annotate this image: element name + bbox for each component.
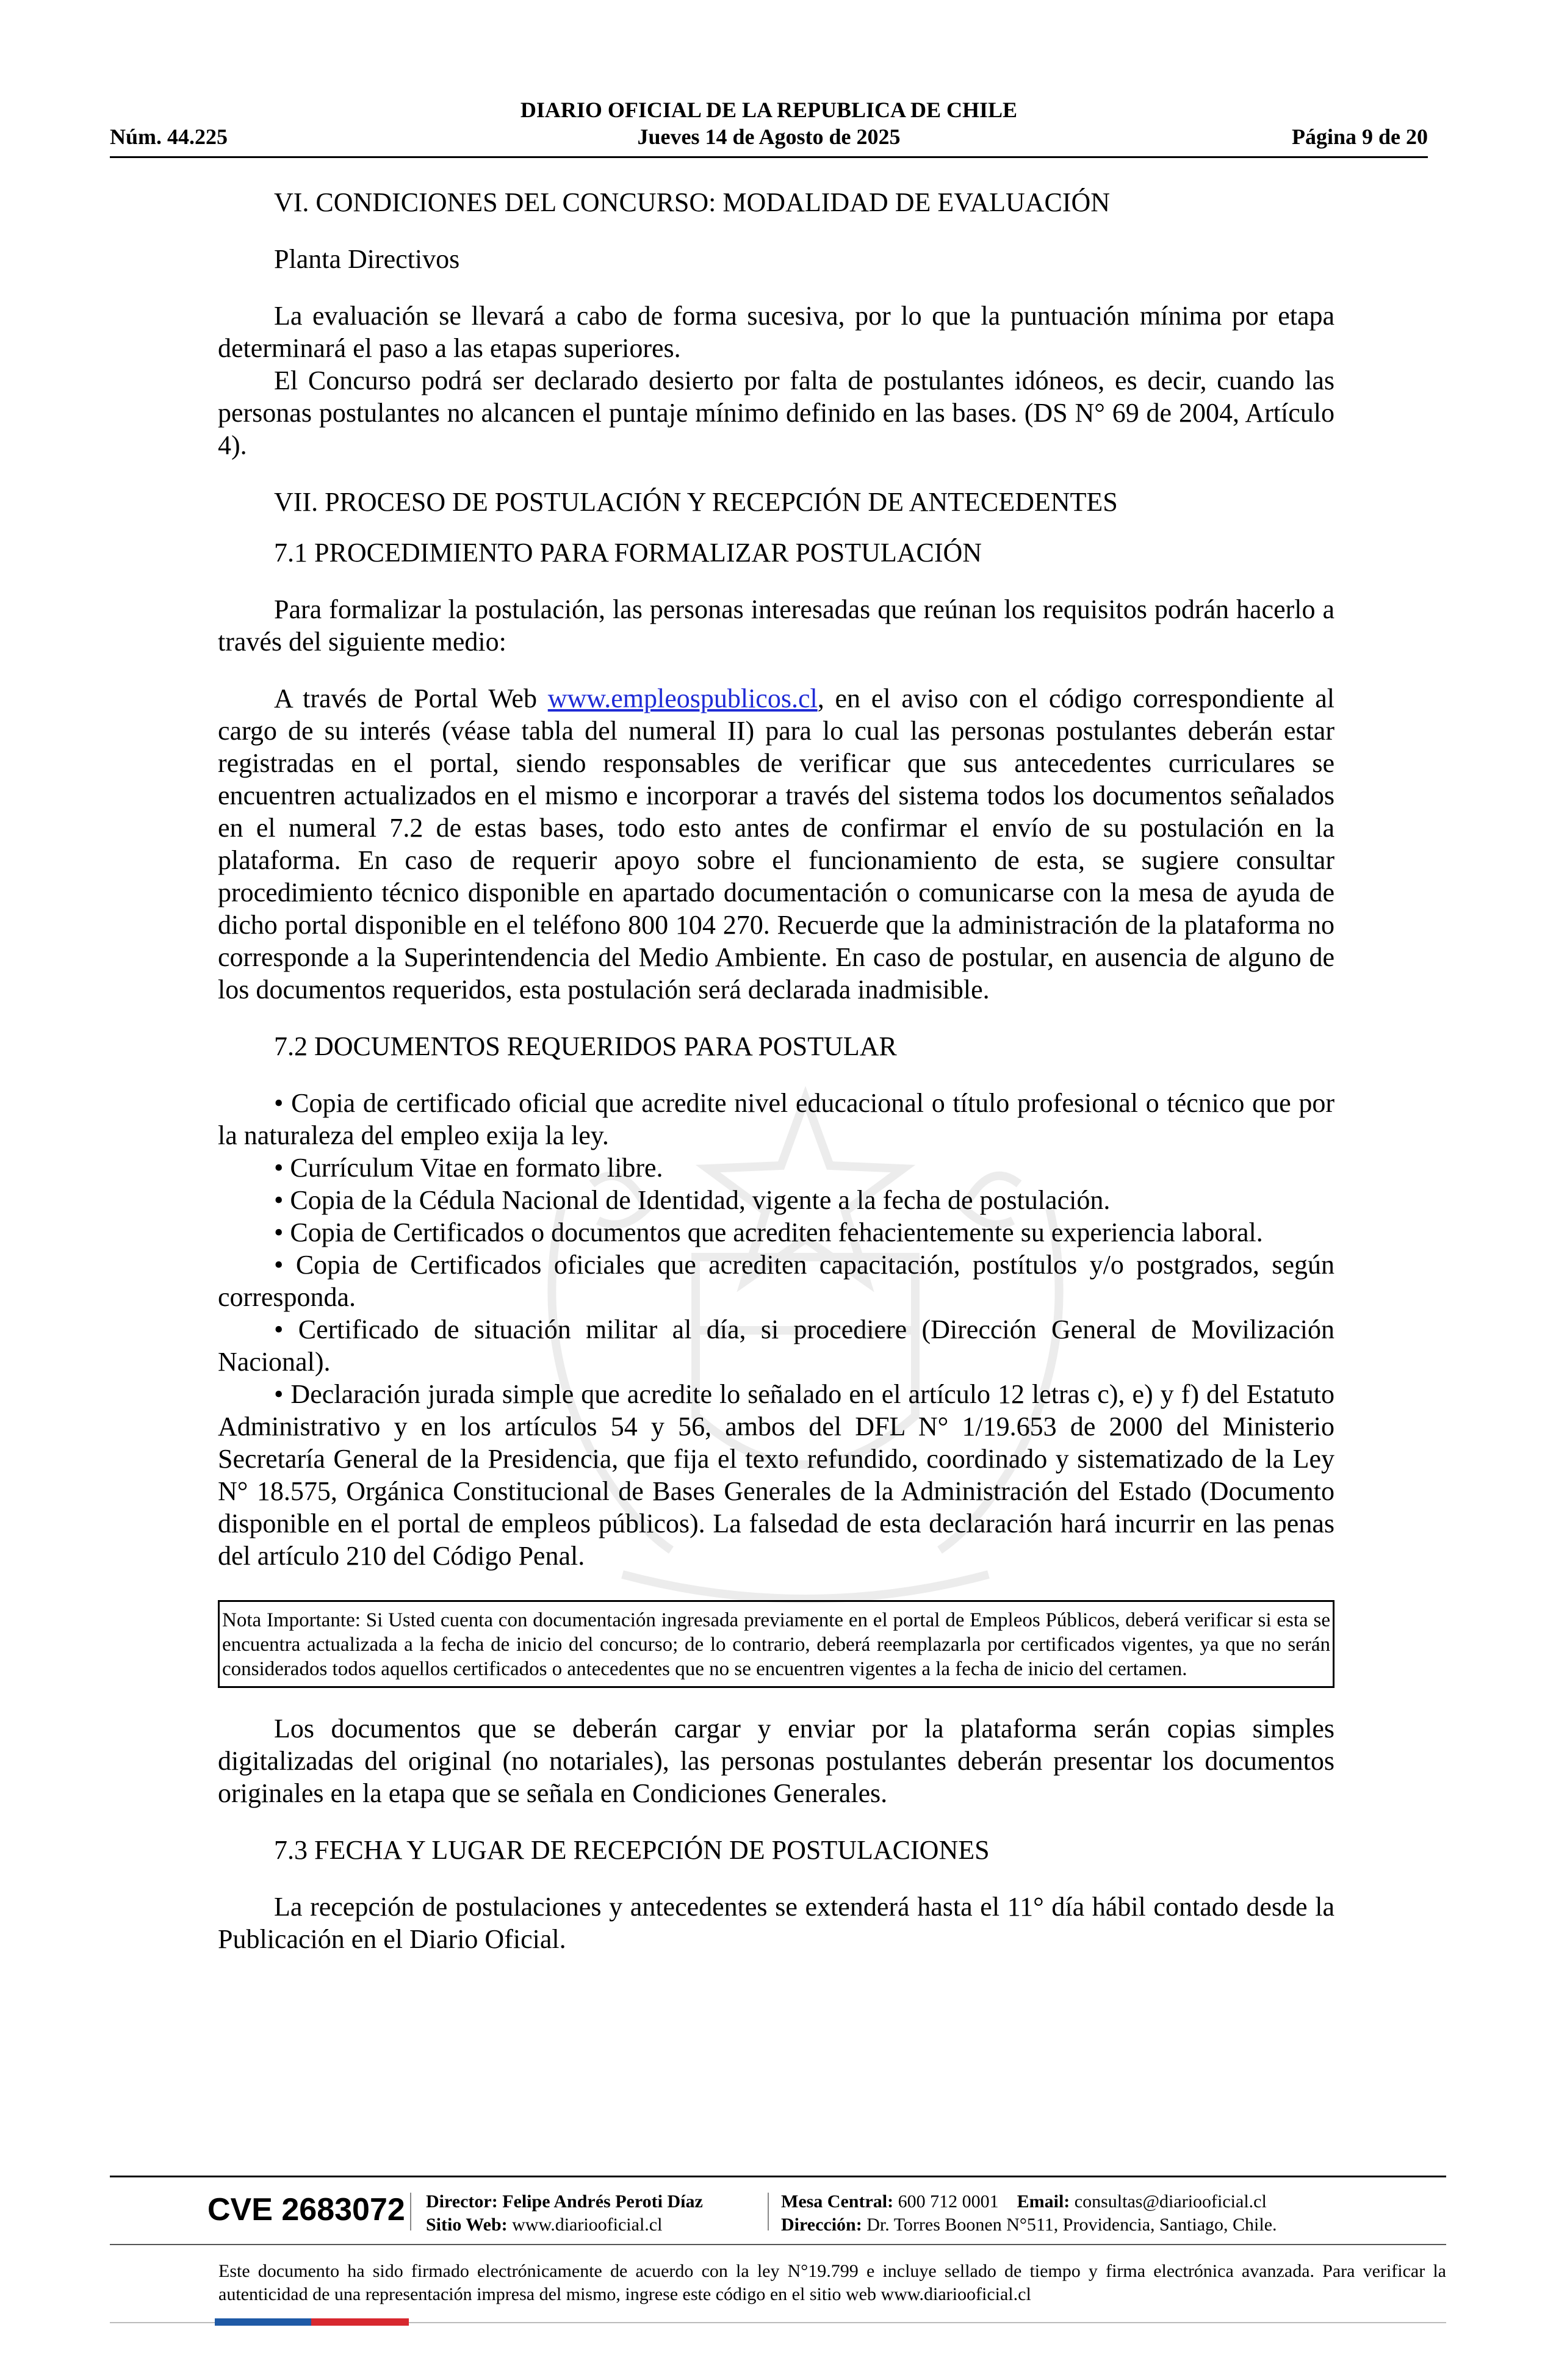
cve-code: CVE 2683072 bbox=[207, 2192, 405, 2227]
page-number: Página 9 de 20 bbox=[1291, 124, 1428, 149]
site-url[interactable]: www.diariooficial.cl bbox=[512, 2215, 663, 2235]
list-item: • Copia de Certificados o documentos que acrediten fehacientemente su experiencia laboral. bbox=[274, 1217, 1263, 1247]
section-7-1-paragraph-1: Para formalizar la postulación, las personas interesadas que reúnan los requisitos podrán hacerlo a través del siguiente medio: bbox=[218, 594, 1334, 657]
section-6-title: VI. CONDICIONES DEL CONCURSO: MODALIDAD DE EVALUACIÓN bbox=[274, 187, 1111, 217]
section-6-paragraph-2: El Concurso podrá ser declarado desierto por falta de postulantes idóneos, es decir, cuando las personas postulantes no alcancen el puntaje mínimo definido en las bases. (DS N° 69 de 2004, Artículo 4). bbox=[218, 366, 1334, 460]
director-name: Felipe Andrés Peroti Díaz bbox=[502, 2191, 703, 2212]
list-item: • Certificado de situación militar al día, si procediere (Dirección General de Movilización Nacional). bbox=[218, 1314, 1334, 1377]
list-item: • Declaración jurada simple que acredite lo señalado en el artículo 12 letras c), e) y f) del Estatuto Administrativo y en los artículos 54 y 56, ambos del DFL N° 1/19.653 de 2000 del Ministerio Secretaría General de la Presidencia, que fija el texto refundido, coordinado y sistematizado de la Ley N° 18.575, Orgánica Constitucional de Bases Generales de la Administración del Estado (Documento disponible en el portal de empleos públicos). La falsedad de esta declaración hará incurrir en las penas del artículo 210 del Código Penal. bbox=[218, 1379, 1334, 1571]
paragraph-text: A través de Portal Web bbox=[274, 683, 548, 713]
header-divider bbox=[110, 156, 1428, 158]
email-address[interactable]: consultas@diariooficial.cl bbox=[1074, 2191, 1267, 2212]
address-label: Dirección: bbox=[781, 2215, 862, 2235]
site-line bbox=[426, 2213, 662, 2237]
section-7-2-title: 7.2 DOCUMENTOS REQUERIDOS PARA POSTULAR bbox=[274, 1031, 897, 1061]
phone-number: 600 712 0001 bbox=[898, 2191, 999, 2212]
important-note-box: Nota Importante: Si Usted cuenta con documentación ingresada previamente en el portal de Empleos Públicos, deberá verificar si esta se encuentra actualizada a la fecha de inicio del concurso; de lo contrario, deberá reemplazarla por certificados vigentes, ya que no serán considerados todos aquellos certificados o antecedentes que no se encuentren vigentes a la fecha de inicio del certamen. bbox=[218, 1600, 1334, 1688]
section-7-1-title: 7.1 PROCEDIMIENTO PARA FORMALIZAR POSTULACIÓN bbox=[274, 538, 982, 568]
list-item: • Currículum Vitae en formato libre. bbox=[274, 1153, 663, 1183]
phone-label: Mesa Central: bbox=[781, 2191, 894, 2212]
flag-red-segment bbox=[311, 2318, 409, 2326]
issue-number: Núm. 44.225 bbox=[110, 124, 228, 149]
section-7-2-paragraph-after: Los documentos que se deberán cargar y enviar por la plataforma serán copias simples digitalizadas del original (no notariales), las personas postulantes deberán presentar los documentos originales en la etapa que se señala en Condiciones Generales. bbox=[218, 1714, 1334, 1808]
section-6-paragraph-1: La evaluación se llevará a cabo de forma sucesiva, por lo que la puntuación mínima por etapa determinará el paso a las etapas superiores. bbox=[218, 301, 1334, 363]
contact-line bbox=[781, 2190, 1267, 2213]
section-7-1-paragraph-2 bbox=[218, 682, 1334, 1006]
site-label: Sitio Web: bbox=[426, 2215, 508, 2235]
footer-separator bbox=[410, 2193, 411, 2230]
publication-date: Jueves 14 de Agosto de 2025 bbox=[637, 124, 901, 149]
section-7-title: VII. PROCESO DE POSTULACIÓN Y RECEPCIÓN DE ANTECEDENTES bbox=[274, 487, 1118, 517]
footer-inner-divider bbox=[110, 2244, 1446, 2245]
flag-blue-segment bbox=[215, 2318, 311, 2326]
address-line bbox=[781, 2213, 1277, 2237]
empleos-publicos-link[interactable]: www.empleospublicos.cl bbox=[547, 683, 818, 713]
section-7-3-paragraph-1: La recepción de postulaciones y antecedentes se extenderá hasta el 11° día hábil contado desde la Publicación en el Diario Oficial. bbox=[218, 1892, 1334, 1954]
page-header bbox=[110, 96, 1428, 157]
footer-separator bbox=[768, 2193, 769, 2230]
paragraph-text: , en el aviso con el código correspondiente al cargo de su interés (véase tabla del numeral II) para lo cual las personas postulantes deberán estar registradas en el portal, siendo responsables de verificar que sus antecedentes curriculares se encuentren actualizados en el mismo e incorporar a través del sistema todos los documentos señalados en el numeral 7.2 de estas bases, todo esto antes de confirmar el envío de su postulación en la plataforma. En caso de requerir apoyo sobre el funcionamiento de esta, se sugiere consultar procedimiento técnico disponible en apartado documentación o comunicarse con la mesa de ayuda de dicho portal disponible en el teléfono 800 104 270. Recuerde que la administración de la plataforma no corresponde a la Superintendencia del Medio Ambiente. En caso de postular, en ausencia de alguno de los documentos requeridos, esta postulación será declarada inadmisible. bbox=[218, 683, 1335, 1004]
section-7-3-title: 7.3 FECHA Y LUGAR DE RECEPCIÓN DE POSTULACIONES bbox=[274, 1835, 990, 1865]
address-text: Dr. Torres Boonen N°511, Providencia, Santiago, Chile. bbox=[866, 2215, 1277, 2235]
director-label: Director: bbox=[426, 2191, 498, 2212]
document-body bbox=[218, 186, 1334, 1955]
list-item: • Copia de la Cédula Nacional de Identidad, vigente a la fecha de postulación. bbox=[274, 1185, 1111, 1215]
director-line bbox=[426, 2190, 703, 2213]
electronic-signature-notice: Este documento ha sido firmado electrónicamente de acuerdo con la ley N°19.799 e incluye sellado de tiempo y firma electrónica avanzada. Para verificar la autenticidad de una representación impresa del mismo, ingrese este código en el sitio web www.diariooficial.cl bbox=[218, 2261, 1446, 2304]
flag-color-bar bbox=[215, 2318, 409, 2326]
list-item: • Copia de certificado oficial que acredite nivel educacional o título profesional o técnico que por la naturaleza del empleo exija la ley. bbox=[218, 1088, 1334, 1150]
list-item: • Copia de Certificados oficiales que acrediten capacitación, postítulos y/o postgrados, según corresponda. bbox=[218, 1250, 1334, 1312]
footer-divider bbox=[110, 2176, 1446, 2177]
page-footer bbox=[110, 2176, 1446, 2359]
required-documents-list bbox=[218, 1087, 1334, 1572]
publication-title: DIARIO OFICIAL DE LA REPUBLICA DE CHILE bbox=[520, 98, 1018, 122]
section-6-subtitle: Planta Directivos bbox=[274, 244, 460, 274]
email-label: Email: bbox=[1017, 2191, 1070, 2212]
